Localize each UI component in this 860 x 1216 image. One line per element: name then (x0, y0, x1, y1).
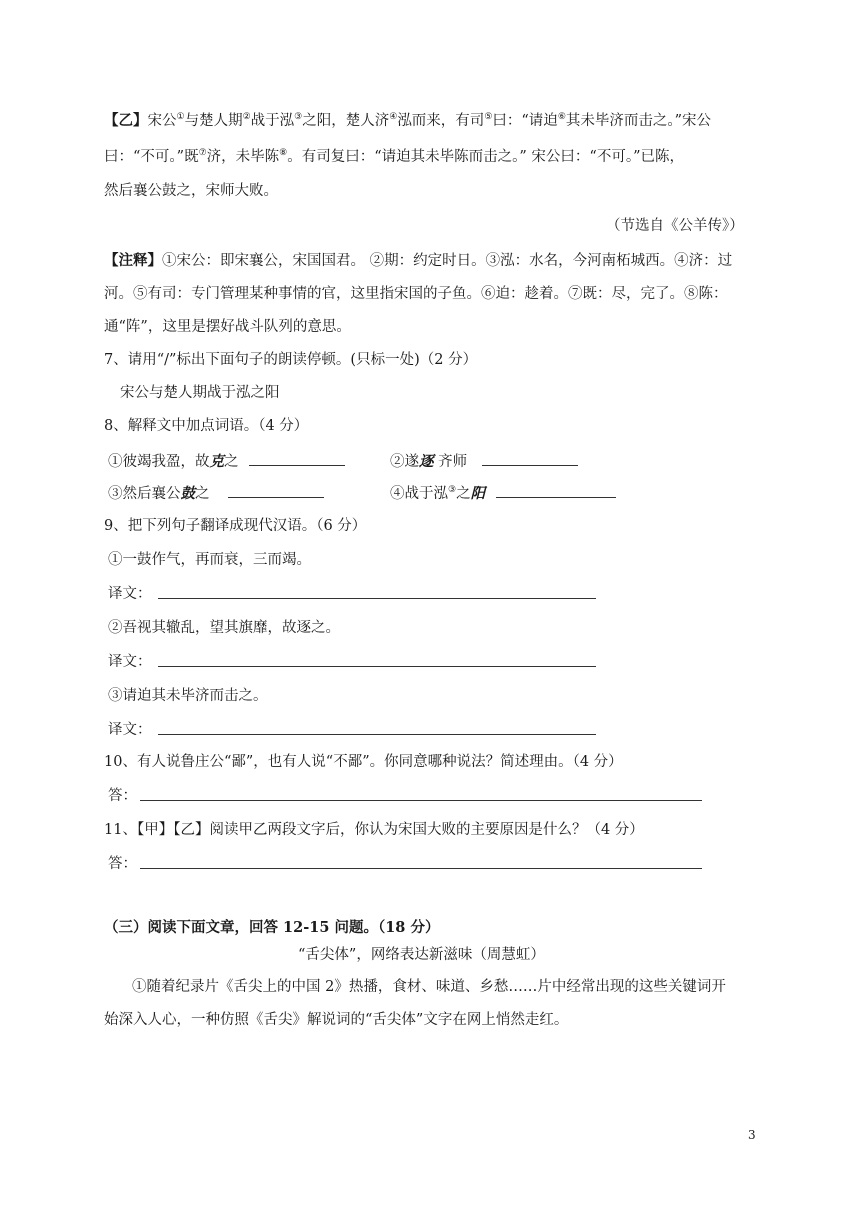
page-number: 3 (748, 1128, 756, 1142)
footnote-marker: ④ (389, 112, 398, 123)
question-10-stem: 10、有人说鲁庄公“鄙”，也有人说“不鄙”。你同意哪种说法？简述理由。（4 分） (104, 754, 623, 770)
question-9-sentence-1: ①一鼓作气，再而衰，三而竭。 (108, 552, 311, 568)
answer-line[interactable] (140, 868, 702, 869)
answer-blank[interactable] (249, 450, 345, 466)
passage-b-line-3: 然后襄公鼓之，宋师大败。 (104, 183, 278, 199)
question-9-sentence-2: ②吾视其辙乱，望其旗靡，故逐之。 (108, 620, 340, 636)
translation-label: 译文： (108, 586, 152, 602)
question-8-item-2: ②遂逐 齐师 (390, 450, 578, 472)
answer-blank[interactable] (228, 482, 324, 498)
article-paragraph-line-1: ①随着纪录片《舌尖上的中国 2》热播，食材、味道、乡愁……片中经常出现的这些关键词开 (132, 979, 726, 995)
translation-line[interactable] (158, 598, 596, 599)
question-9-sentence-3: ③请迫其未毕济而击之。 (108, 688, 268, 704)
article-paragraph-line-2: 始深入人心，一种仿照《舌尖》解说词的“舌尖体”文字在网上悄然走红。 (104, 1012, 569, 1028)
notes-line-3: 通“阵”，这里是摆好战斗队列的意思。 (104, 319, 351, 335)
answer-blank[interactable] (496, 482, 616, 498)
translation-label: 译文： (108, 722, 152, 738)
footnote-marker: ⑤ (484, 112, 493, 123)
dotted-word: 克 (209, 453, 224, 470)
passage-b-line-2: 曰：“不可。”既⑦济，未毕陈⑧。有司复曰：“请迫其未毕陈而击之。” 宋公曰：“不可。”已陈， (104, 148, 684, 165)
answer-label: 答： (108, 856, 137, 872)
dotted-word: 阳 (470, 485, 486, 502)
answer-blank[interactable] (482, 450, 578, 466)
translation-line[interactable] (158, 734, 596, 735)
question-9-stem: 9、把下列句子翻译成现代汉语。（6 分） (104, 518, 367, 534)
passage-b-source: （节选自《公羊传》） (606, 218, 744, 234)
question-7-sentence: 宋公与楚人期战于泓之阳 (120, 385, 280, 401)
answer-line[interactable] (140, 800, 702, 801)
question-11-stem: 11、【甲】【乙】阅读甲乙两段文字后，你认为宋国大败的主要原因是什么？（4 分） (104, 822, 644, 838)
footnote-marker: ③ (448, 485, 457, 496)
footnote-marker: ⑥ (557, 112, 566, 123)
passage-b-line-1: 【乙】宋公①与楚人期②战于泓③之阳，楚人济④泓而来，有司⑤曰：“请迫⑥其未毕济而击之。”宋公 (104, 112, 712, 129)
footnote-marker: ① (176, 112, 185, 123)
question-7-stem: 7、请用“/”标出下面句子的朗读停顿。(只标一处)（2 分） (104, 352, 478, 368)
footnote-marker: ⑦ (198, 148, 207, 159)
notes-line-1: 【注释】①宋公：即宋襄公，宋国国君。 ②期：约定时日。③泓：水名，今河南柘城西。④济：过 (104, 252, 733, 269)
question-8-stem: 8、解释文中加点词语。（4 分） (104, 418, 309, 434)
translation-line[interactable] (158, 666, 596, 667)
answer-label: 答： (108, 788, 137, 804)
footnote-marker: ⑧ (279, 148, 288, 159)
question-8-item-3: ③然后襄公鼓之 (108, 482, 324, 504)
footnote-marker: ② (242, 112, 251, 123)
question-8-item-1: ①彼竭我盈，故克之 (108, 450, 345, 472)
dotted-word: 鼓 (180, 485, 195, 502)
translation-label: 译文： (108, 654, 152, 670)
notes-line-2: 河。⑤有司：专门管理某种事情的官，这里指宋国的子鱼。⑥迫：趁着。⑦既：尽，完了。⑧陈： (104, 286, 728, 302)
article-title: “舌尖体”，网络表达新滋味（周慧虹） (298, 947, 545, 963)
dotted-word: 逐 (419, 453, 434, 470)
footnote-marker: ③ (294, 112, 303, 123)
question-8-item-4: ④战于泓③之阳 (390, 482, 616, 504)
section-3-heading: （三）阅读下面文章，回答 12-15 问题。（18 分） (104, 919, 440, 936)
